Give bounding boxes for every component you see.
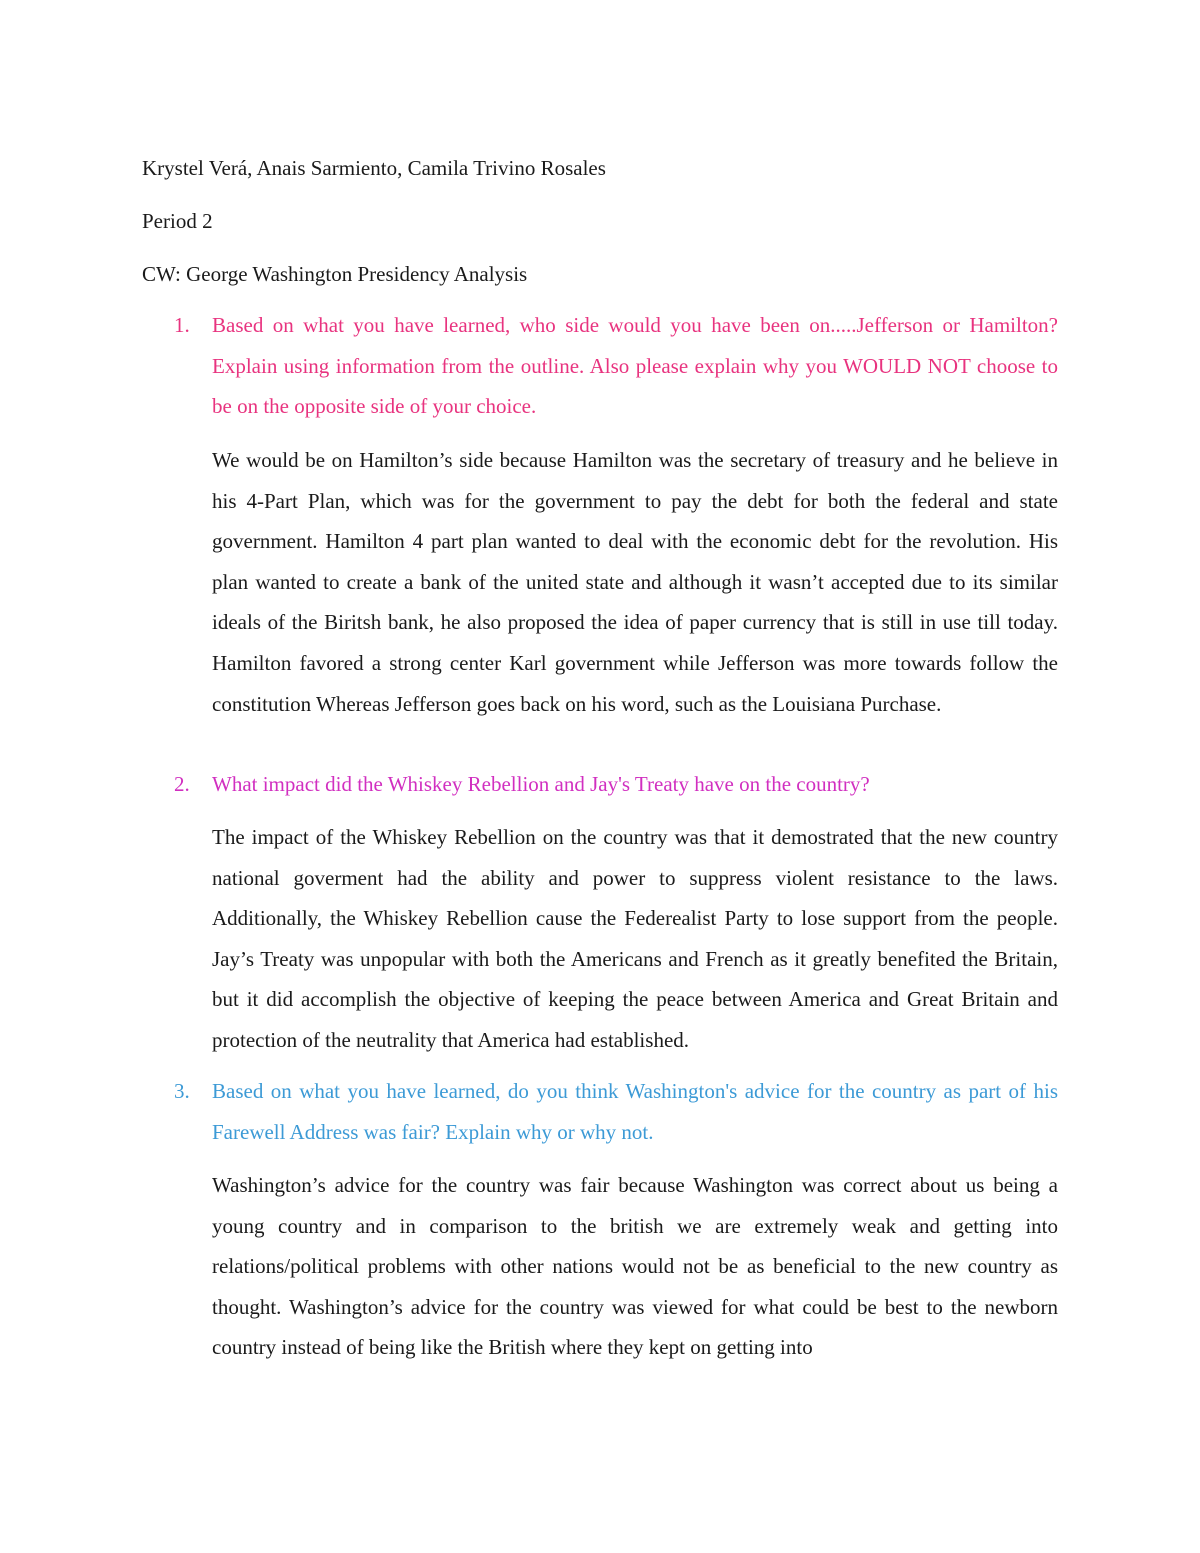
answer-2: The impact of the Whiskey Rebellion on the country was that it demostrated that the new country national goverment had the ability and power to suppress violent resistance to the laws. Additionally, the Whiskey Rebellion cause the Federealist Party to lose support from the people. Jay’s Treaty was unpopular with both the Americans and French as it greatly benefited the Britain, but it did accomplish the objective of keeping the peace between America and Great Britain and protection of the neutrality that America had established.	[212, 825, 1058, 1052]
question-text: Based on what you have learned, do you think Washington's advice for the country as part of his Farewell Address was fair? Explain why or why not.	[212, 1079, 1058, 1144]
question-number: 3.	[174, 1079, 190, 1103]
question-3	[142, 1071, 1058, 1152]
authors-line: Krystel Verá, Anais Sarmiento, Camila Trivino Rosales	[142, 156, 606, 180]
question-text: What impact did the Whiskey Rebellion and Jay's Treaty have on the country?	[212, 772, 870, 796]
question-text: Based on what you have learned, who side would you have been on.....Jefferson or Hamilton? Explain using information from the outline. Also please explain why you WOULD NOT choose to be on the opposite side of your choice.	[212, 313, 1058, 419]
document-title: CW: George Washington Presidency Analysis	[142, 262, 528, 286]
answer-3: Washington’s advice for the country was fair because Washington was correct about us being a young country and in comparison to the british we are extremely weak and getting into relations/political problems with other nations would not be as beneficial to the new country as thought. Washington’s advice for the country was viewed for what could be best to the newborn country instead of being like the British where they kept on getting into	[212, 1173, 1058, 1360]
period-line: Period 2	[142, 209, 213, 233]
answer-1: We would be on Hamilton’s side because Hamilton was the secretary of treasury and he believe in his 4-Part Plan, which was for the government to pay the debt for both the federal and state government. Hamilton 4 part plan wanted to deal with the economic debt for the revolution. His plan wanted to create a bank of the united state and although it wasn’t accepted due to its similar ideals of the Biritsh bank, he also proposed the idea of paper currency that is still in use till today. Hamilton favored a strong center Karl government while Jefferson was more towards follow the constitution Whereas Jefferson goes back on his word, such as the Louisiana Purchase.	[212, 448, 1058, 716]
question-number: 1.	[174, 313, 190, 337]
question-1	[142, 305, 1058, 427]
question-2	[142, 764, 1058, 805]
question-number: 2.	[174, 772, 190, 796]
